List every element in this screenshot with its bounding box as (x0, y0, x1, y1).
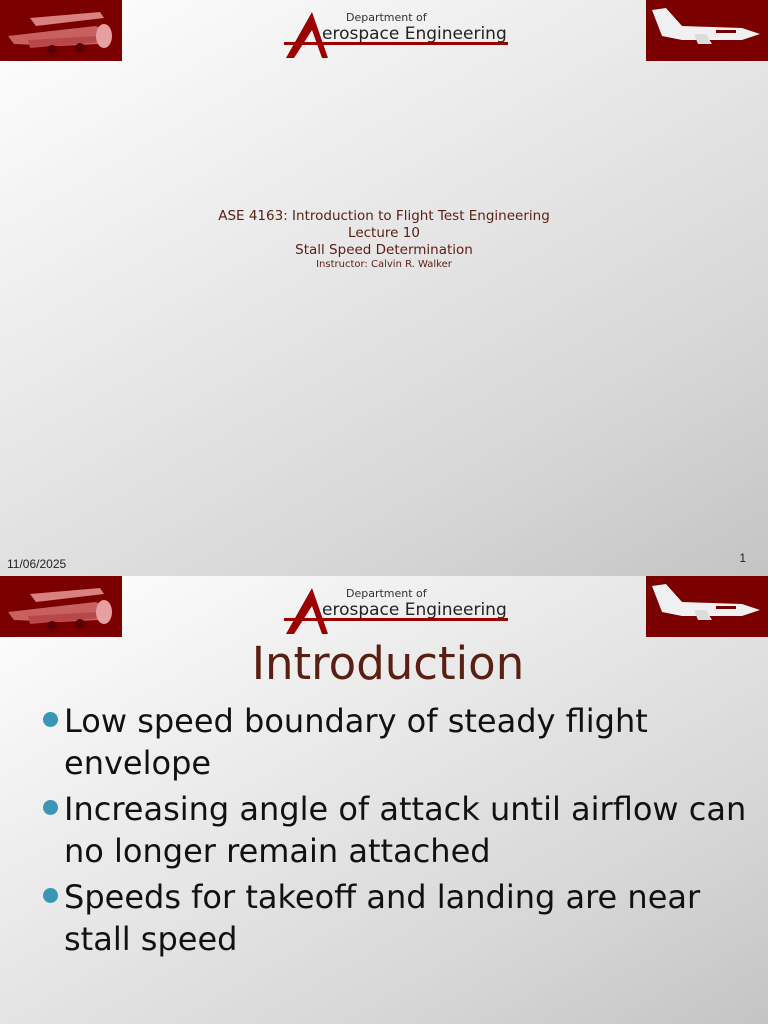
slide-title: Introduction (251, 637, 525, 690)
slide-2 (0, 576, 768, 1024)
list-item (40, 700, 760, 784)
list-item (40, 788, 760, 872)
slide-date: 11/06/2025 (7, 557, 67, 571)
bullet-dot-icon (43, 888, 58, 903)
biplane-corner-image (0, 576, 122, 637)
jet-corner-image (646, 576, 768, 637)
biplane-corner-image (0, 0, 122, 61)
list-item (40, 876, 760, 960)
biplane-icon (0, 0, 122, 61)
jet-icon (646, 0, 768, 61)
bullet-text: Increasing angle of attack until airflow can no longer remain attached (64, 790, 747, 870)
bullet-dot-icon (43, 800, 58, 815)
page-number: 1 (739, 551, 746, 565)
logo-top-text: Department of (346, 587, 427, 600)
department-logo (282, 584, 512, 636)
logo-top-text: Department of (346, 11, 427, 24)
lecture-topic: Stall Speed Determination (295, 242, 473, 258)
logo-main-text: erospace Engineering (322, 24, 507, 44)
instructor-name: Instructor: Calvin R. Walker (316, 259, 452, 270)
bullet-dot-icon (43, 712, 58, 727)
lecture-number: Lecture 10 (348, 225, 420, 241)
logo-main-text: erospace Engineering (322, 600, 507, 620)
bullet-text: Low speed boundary of steady flight envelope (64, 702, 648, 782)
course-title: ASE 4163: Introduction to Flight Test Engineering (218, 208, 550, 224)
bullet-list (40, 700, 760, 964)
title-block (0, 208, 768, 271)
jet-corner-image (646, 0, 768, 61)
bullet-text: Speeds for takeoff and landing are near stall speed (64, 878, 701, 958)
jet-icon (646, 576, 768, 637)
department-logo (282, 8, 512, 60)
biplane-icon (0, 576, 122, 637)
